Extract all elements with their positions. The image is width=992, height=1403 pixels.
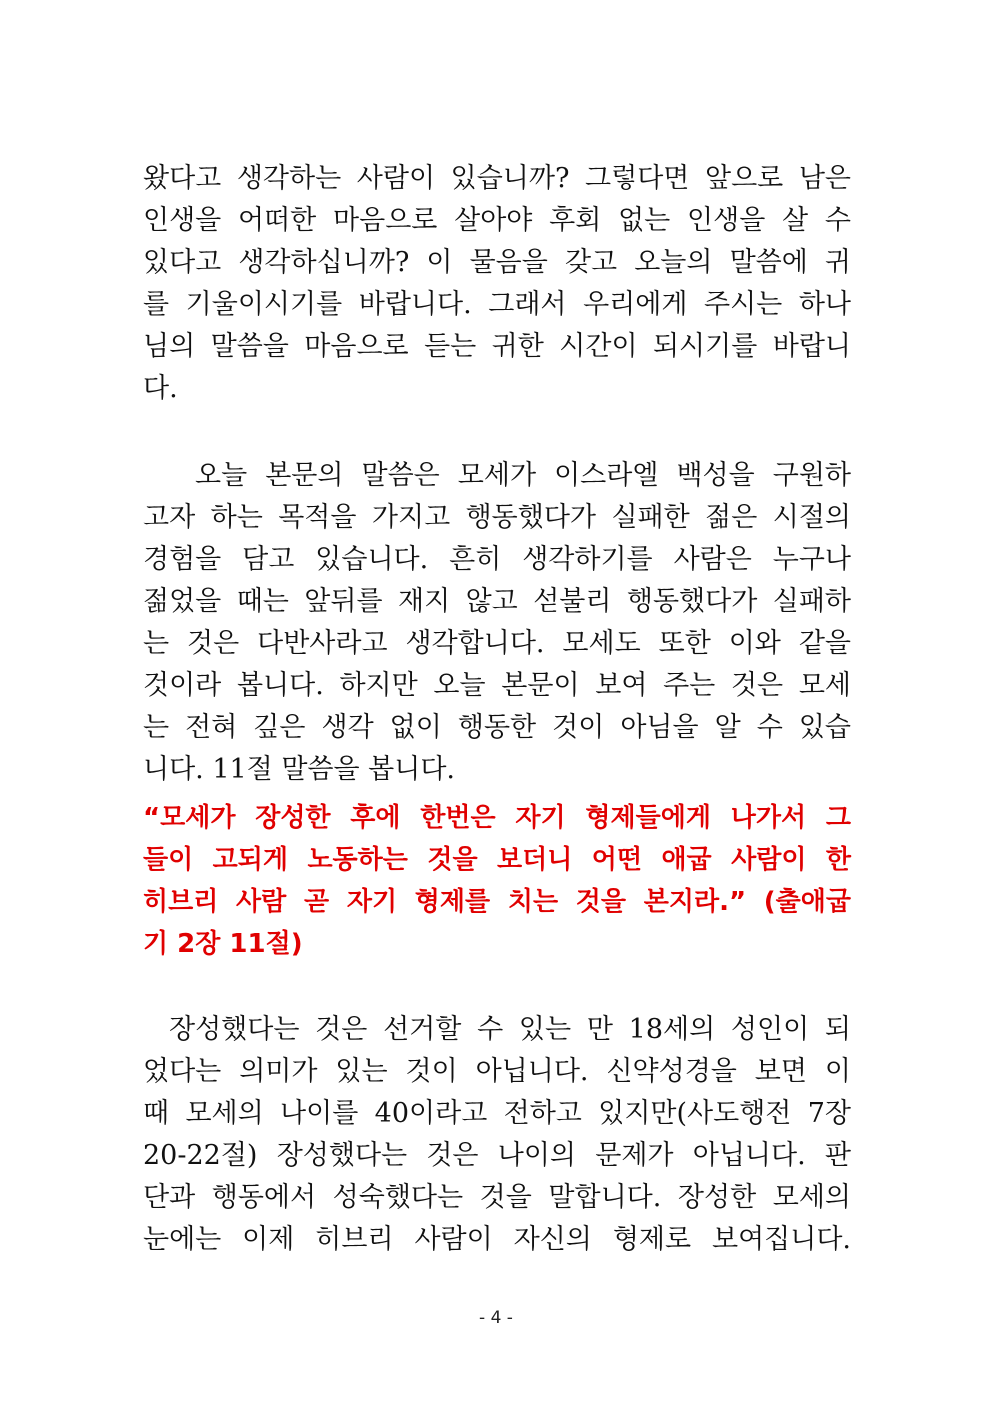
paragraph-1-line: 를 기울이시기를 바랍니다. 그래서 우리에게 주시는 하나 [143, 289, 851, 320]
paragraph-1-line: 인생을 어떠한 마음으로 살아야 후회 없는 인생을 살 수 [143, 205, 851, 236]
paragraph-2 [143, 455, 851, 791]
paragraph-3-line: 단과 행동에서 성숙했다는 것을 말합니다. 장성한 모세의 [143, 1182, 851, 1213]
paragraph-2-line: 오늘 본문의 말씀은 모세가 이스라엘 백성을 구원하 [195, 460, 851, 491]
paragraph-2-line: 고자 하는 목적을 가지고 행동했다가 실패한 젊은 시절의 [143, 502, 851, 533]
paragraph-1 [143, 158, 851, 410]
paragraph-2-line: 것이라 봅니다. 하지만 오늘 본문이 보여 주는 것은 모세 [143, 670, 851, 701]
paragraph-2-line: 경험을 담고 있습니다. 흔히 생각하기를 사람은 누구나 [143, 544, 851, 575]
paragraph-3-line: 었다는 의미가 있는 것이 아닙니다. 신약성경을 보면 이 [143, 1056, 851, 1087]
scripture-quote-line: 기 2장 11절) [143, 929, 303, 959]
paragraph-3 [143, 1009, 851, 1261]
paragraph-3-line: 장성했다는 것은 선거할 수 있는 만 18세의 성인이 되 [169, 1014, 851, 1045]
paragraph-2-line: 젊었을 때는 앞뒤를 재지 않고 섣불리 행동했다가 실패하 [143, 586, 851, 617]
paragraph-2-line: 는 것은 다반사라고 생각합니다. 모세도 또한 이와 같을 [143, 628, 851, 659]
paragraph-2-line: 는 전혀 깊은 생각 없이 행동한 것이 아님을 알 수 있습 [143, 712, 851, 743]
paragraph-1-line: 왔다고 생각하는 사람이 있습니까? 그렇다면 앞으로 남은 [143, 163, 851, 194]
scripture-quote-line: 히브리 사람 곧 자기 형제를 치는 것을 본지라.” (출애굽 [143, 887, 851, 917]
page-number: - 4 - [479, 1308, 513, 1328]
paragraph-1-line: 님의 말씀을 마음으로 듣는 귀한 시간이 되시기를 바랍니 [143, 331, 851, 362]
paragraph-3-line: 눈에는 이제 히브리 사람이 자신의 형제로 보여집니다. [143, 1224, 851, 1255]
paragraph-3-line: 20-22절) 장성했다는 것은 나이의 문제가 아닙니다. 판 [143, 1140, 851, 1171]
paragraph-3-line: 때 모세의 나이를 40이라고 전하고 있지만(사도행전 7장 [143, 1098, 851, 1129]
paragraph-1-line: 다. [143, 373, 178, 404]
paragraph-2-line: 니다. 11절 말씀을 봅니다. [143, 754, 456, 785]
paragraph-1-line: 있다고 생각하십니까? 이 물음을 갖고 오늘의 말씀에 귀 [143, 247, 851, 278]
scripture-quote-line: “모세가 장성한 후에 한번은 자기 형제들에게 나가서 그 [143, 803, 851, 833]
scripture-quote [143, 797, 851, 965]
scripture-quote-line: 들이 고되게 노동하는 것을 보더니 어떤 애굽 사람이 한 [143, 845, 851, 875]
